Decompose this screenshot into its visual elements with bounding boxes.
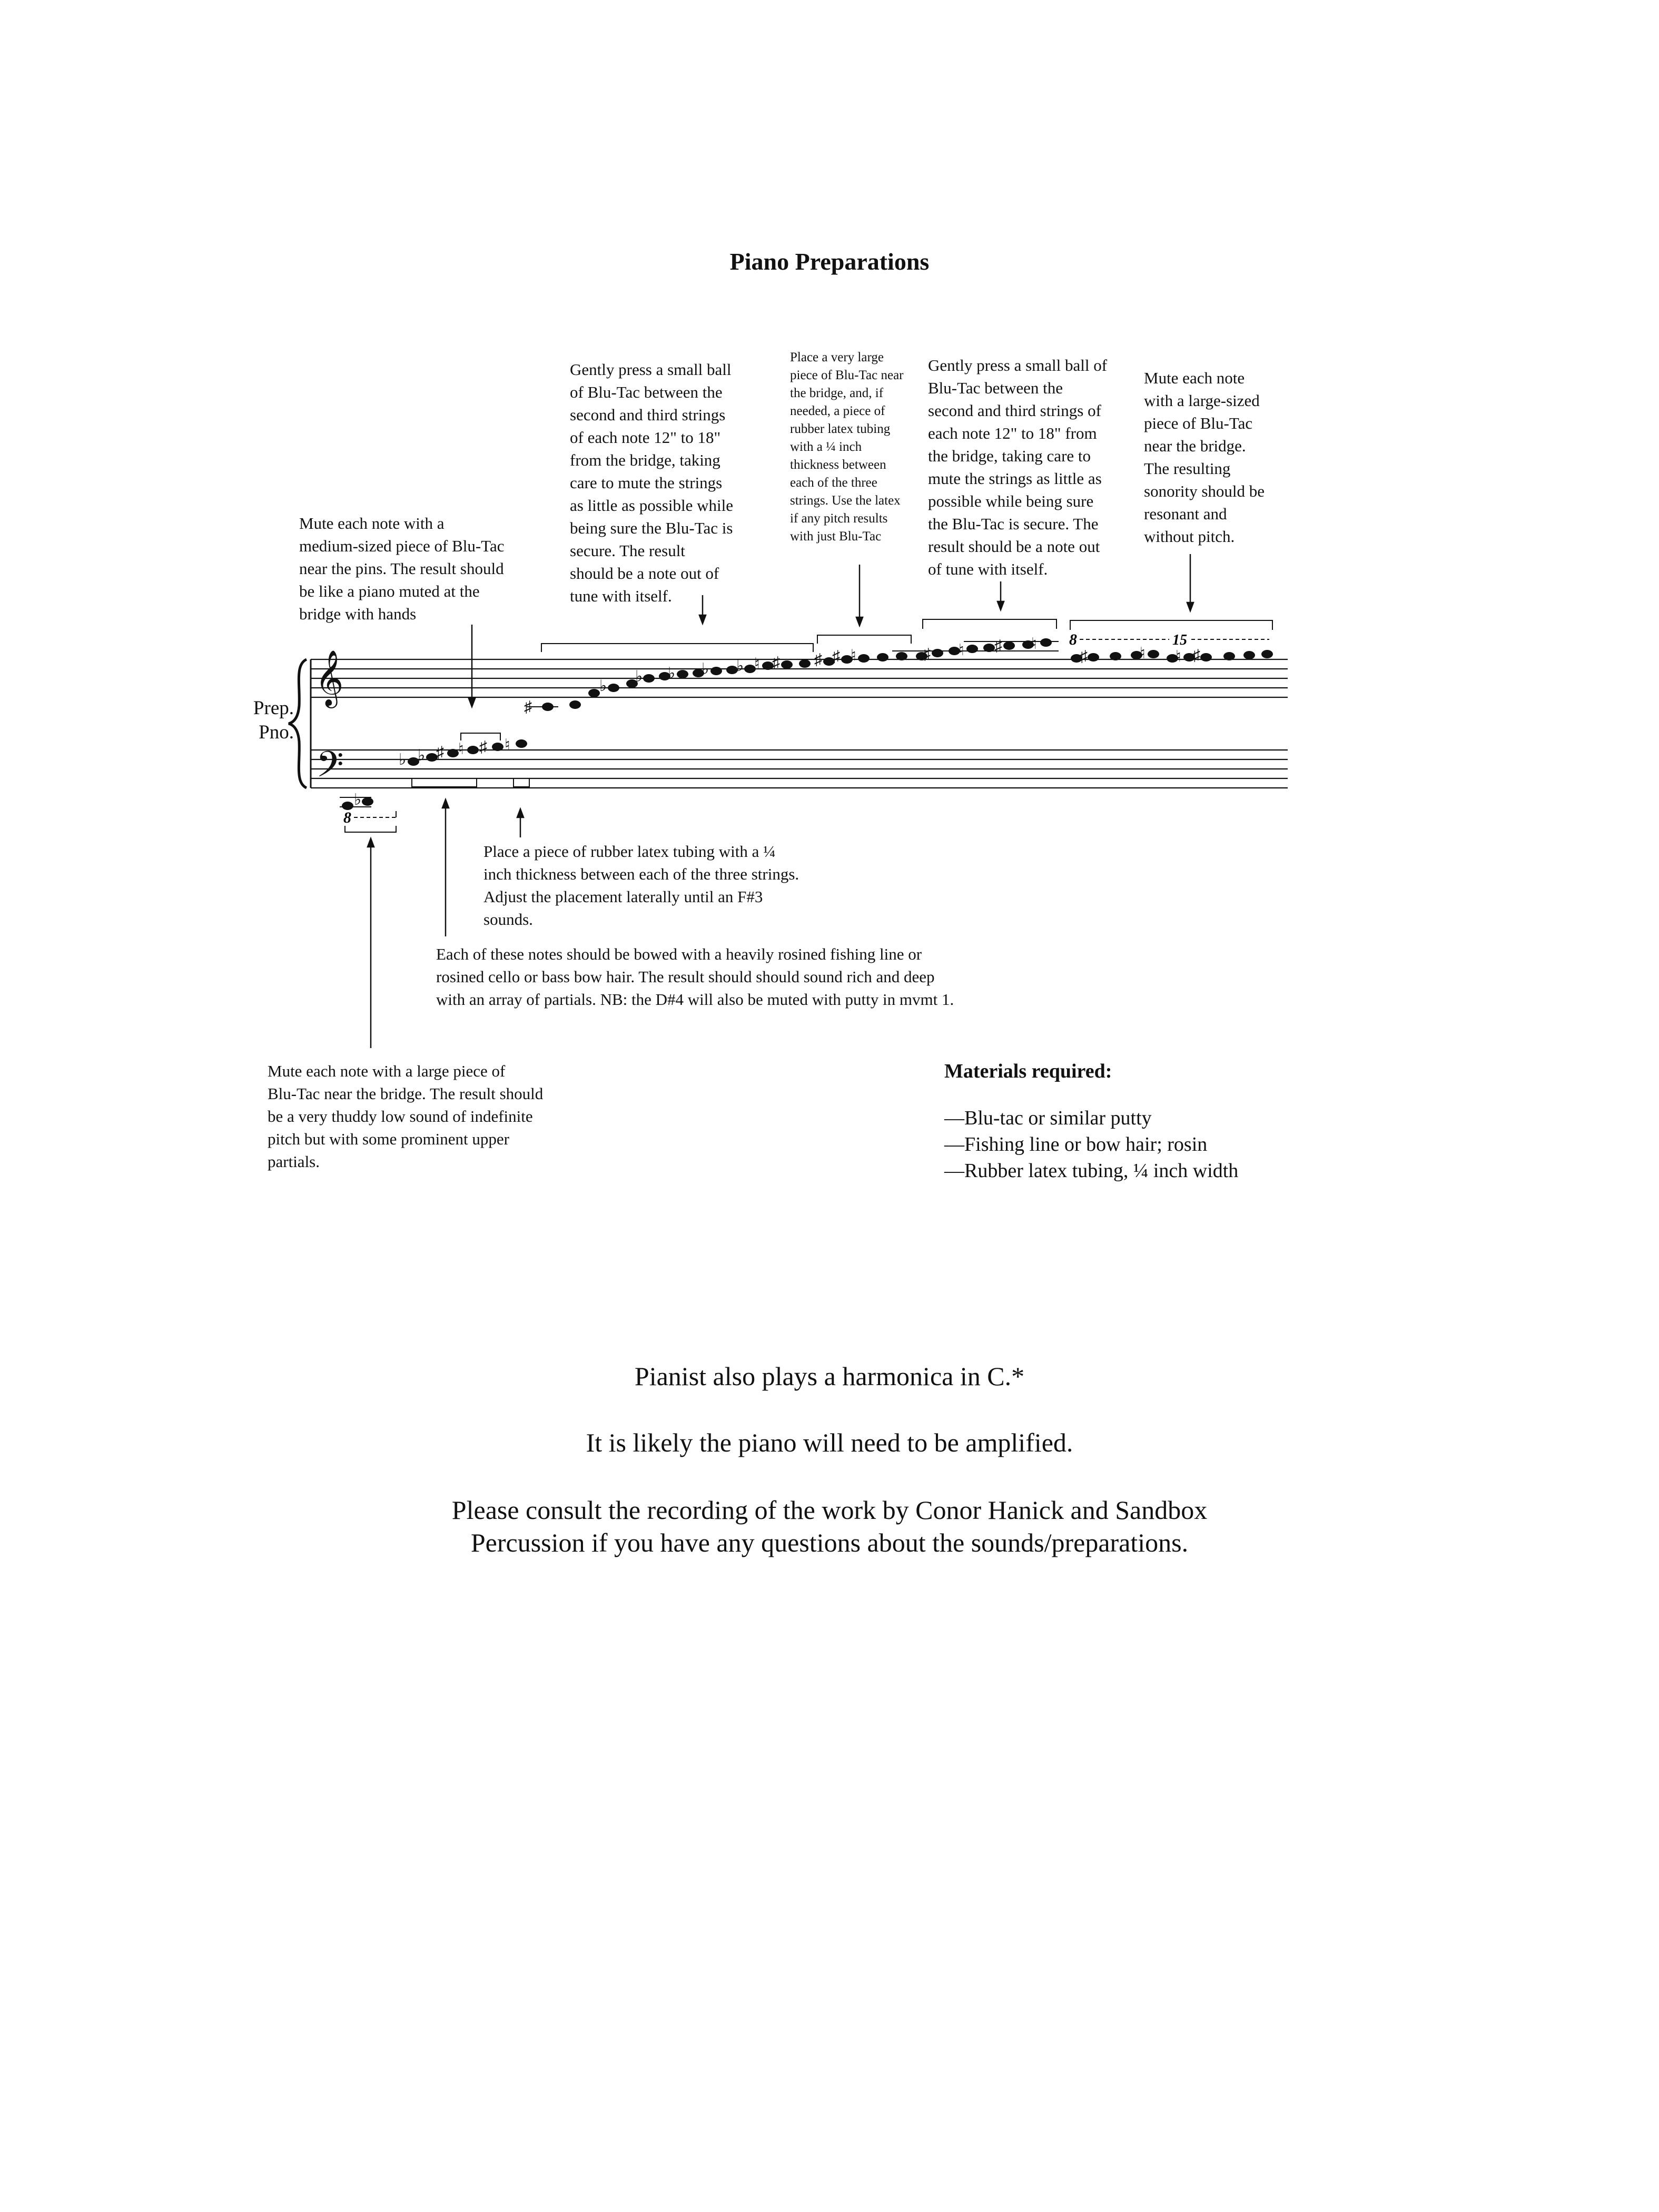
quindicesima-label: 15 [1172,632,1187,648]
top-notes [1071,645,1273,665]
recording-consult-note: Please consult the recording of the work by Conor Hanick and Sandbox Percussion if you have any questions about the sounds/preparations. [451,1495,1208,1557]
latex-note [479,736,527,756]
grand-staff-brace [289,659,307,788]
svg-text:♭: ♭ [702,660,709,678]
bracket-blutac-upper [923,619,1056,629]
svg-text:♯: ♯ [923,646,931,663]
bowed-notes [399,740,479,768]
ottava-alta-label: 8 [1069,631,1077,648]
svg-text:♯: ♯ [832,648,840,665]
materials-item: —Fishing line or bow hair; rosin [944,1133,1208,1156]
svg-text:♮: ♮ [851,647,856,664]
annotation-low-bass: Mute each note with a large piece of Blu-Tac near the bridge. The result should be a very thuddy low sound of indefinite pitch but with some prominent upper partials. [268,1062,544,1171]
bass-clef-icon: 𝄢 [316,745,344,793]
svg-text:♮: ♮ [505,736,510,754]
svg-text:♭: ♭ [418,747,426,764]
svg-text:♯: ♯ [994,637,1002,655]
svg-text:♭: ♭ [399,751,407,768]
svg-text:♮: ♮ [754,655,760,673]
annotation-blutac-mid: Gently press a small ball of Blu-Tac between the second and third strings of each note 12" to 18" from the bridge, taking care to mute the strings as little as possible while being sure the Blu-Tac is secure. The result should be a note out of tune with itself. [570,360,733,605]
svg-text:♯: ♯ [436,744,444,761]
svg-text:♯: ♯ [524,698,532,716]
svg-text:♮: ♮ [1176,648,1181,665]
treble-notes-very-large [814,647,907,668]
instrument-label-line2: Pno. [259,722,294,743]
instrument-label-line1: Prep. [253,697,294,719]
annotation-blutac-upper: Gently press a small ball of Blu-Tac between the second and third strings of each note 12" to 18" from the bridge, taking care to mute the strings as little as possible while being sure the Blu-Tac is secure. The result should be a note out of tune with itself. [928,356,1108,578]
svg-text:♭: ♭ [635,668,643,685]
svg-text:♭: ♭ [668,665,676,682]
notation-staff-system [0,0,1659,1053]
svg-text:♯: ♯ [479,738,487,756]
page-title: Piano Preparations [729,248,930,275]
svg-text:♯: ♯ [814,651,822,668]
materials-section [944,1060,1313,1184]
svg-text:♮: ♮ [959,641,964,659]
annotation-arrows [368,554,1193,1048]
ottava-bassa-label: 8 [343,809,351,826]
bracket-blutac-mid [541,644,813,652]
treble-notes-mid [524,654,811,716]
svg-text:♯: ♯ [1192,647,1200,664]
annotation-mute-pins: Mute each note with a medium-sized piece of Blu-Tac near the pins. The result should be like a piano muted at the bridge with hands [299,514,505,623]
svg-text:♮: ♮ [1140,645,1146,662]
svg-text:♮: ♮ [458,740,464,758]
amplification-note: It is likely the piano will need to be amplified. [586,1428,1073,1457]
annotation-bowed: Each of these notes should be bowed with a heavily rosined fishing line or rosined cello or bass bow hair. The result should should sound rich and deep with an array of partials. NB: the D#4 will also be muted with putty in mvmt 1. [436,945,954,1009]
svg-text:♭: ♭ [736,657,744,675]
svg-text:♭: ♭ [599,677,607,695]
svg-text:♯: ♯ [1080,648,1088,665]
svg-text:♯: ♯ [772,654,780,671]
harmonica-note: Pianist also plays a harmonica in C.* [634,1361,1025,1391]
annotation-large-top: Mute each note with a large-sized piece of Blu-Tac near the bridge. The resulting sonority should be resonant and without pitch. [1144,369,1265,546]
annotation-latex-f-sharp: Place a piece of rubber latex tubing with a ¼ inch thickness between each of the three strings. Adjust the placement laterally until an F#3 sounds. [483,842,799,929]
svg-text:♮: ♮ [1031,635,1037,653]
annotation-very-large: Place a very large piece of Blu-Tac near the bridge, and, if needed, a piece of rubber latex tubing with a ¼ inch thickness between each of the three strings. Use the latex if any pitch results with just Blu-Tac [790,350,904,544]
treble-staff [311,659,1288,697]
treble-clef-icon: 𝄞 [315,651,344,705]
svg-text:♭: ♭ [354,791,362,808]
materials-item: —Rubber latex tubing, ¼ inch width [944,1160,1239,1182]
materials-item: —Blu-tac or similar putty [944,1107,1152,1129]
bracket-very-large [817,635,911,644]
materials-heading: Materials required: [944,1060,1112,1082]
low-bass-notes [340,791,373,810]
bracket-large-top [1070,620,1272,630]
